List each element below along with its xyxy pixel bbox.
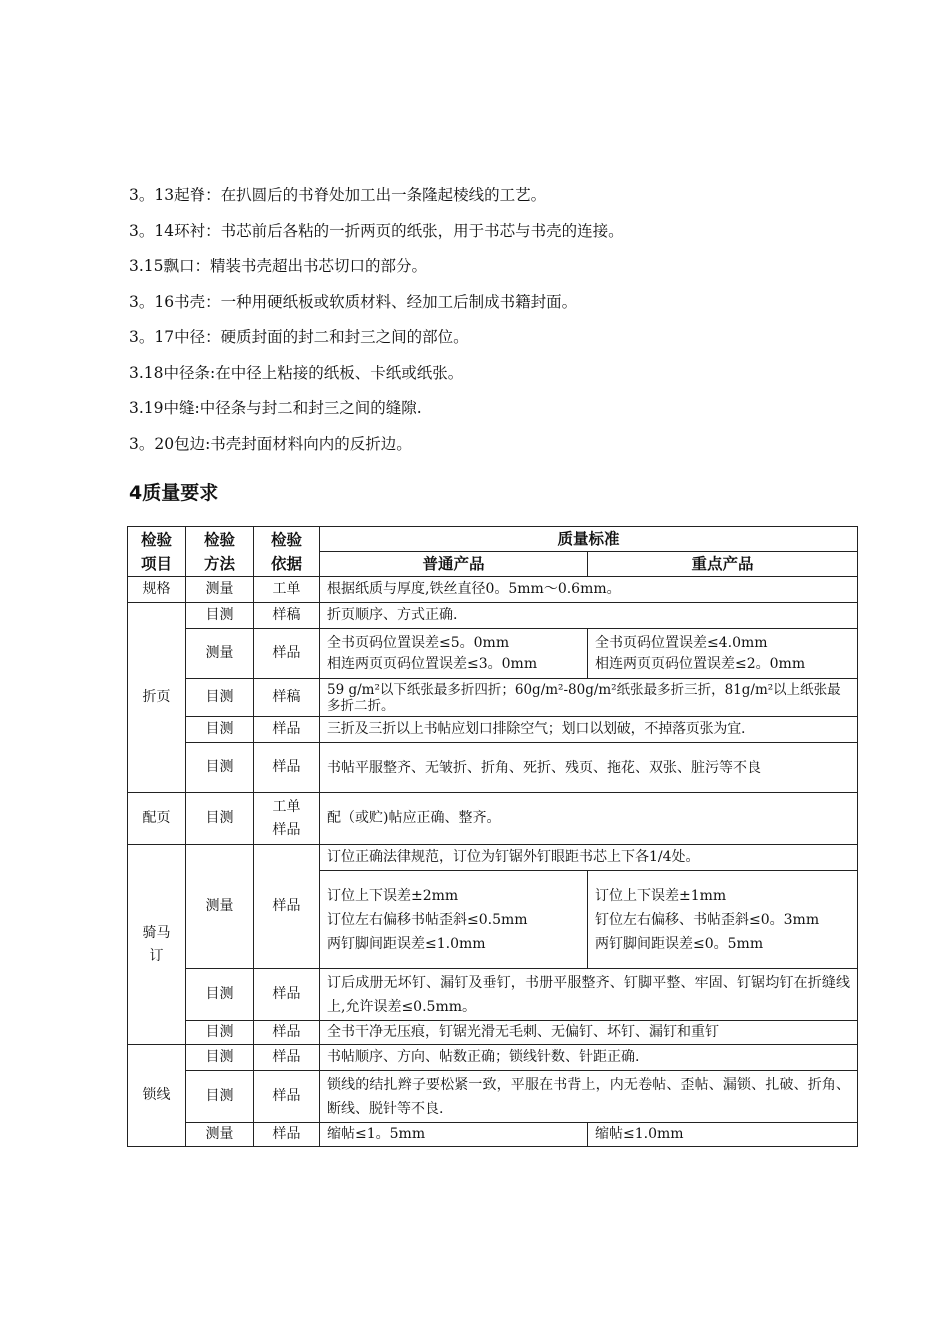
- item-cell: 配页: [128, 793, 186, 845]
- basis-cell: 样品: [254, 743, 320, 793]
- definition-3-13: 3。13起脊：在扒圆后的书脊处加工出一条隆起棱线的工艺。: [129, 186, 547, 204]
- item-cell: 折页: [128, 603, 186, 793]
- normal-standard-cell: 订位上下误差±2mm 订位左右偏移书帖歪斜≤0.5mm 两钉脚间距误差≤1.0mm: [320, 871, 588, 969]
- method-cell: 测量: [186, 1123, 254, 1147]
- basis-cell: 样品: [254, 717, 320, 743]
- table-row: [128, 603, 858, 629]
- key-standard-cell: 订位上下误差±1mm 钉位左右偏移、书帖歪斜≤0。3mm 两钉脚间距误差≤0。5mm: [588, 871, 858, 969]
- quality-table: [127, 526, 858, 1147]
- definition-3-18: 3.18中径条:在中径上粘接的纸板、卡纸或纸张。: [129, 363, 464, 382]
- table-row: [128, 679, 858, 717]
- basis-cell: 样品: [254, 845, 320, 969]
- table-row: [128, 1123, 858, 1147]
- standard-cell: 三折及三折以上书帖应划口排除空气；划口以划破，不掉落页张为宜.: [320, 717, 858, 743]
- method-cell: 测量: [186, 629, 254, 679]
- method-cell: 测量: [186, 845, 254, 969]
- standard-cell: 锁线的结扎辫子要松紧一致，平服在书背上，内无卷帖、歪帖、漏锁、扎破、折角、断线、脱针等不良.: [320, 1071, 858, 1123]
- method-cell: 目测: [186, 1071, 254, 1123]
- header-method: 检验方法: [186, 527, 254, 577]
- item-cell: 骑马订: [128, 845, 186, 1045]
- item-cell: 锁线: [128, 1045, 186, 1147]
- table-row: [128, 1045, 858, 1071]
- basis-cell: 工单: [254, 577, 320, 603]
- normal-standard-cell: 全书页码位置误差≤5。0mm 相连两页页码位置误差≤3。0mm: [320, 629, 588, 679]
- standard-cell: 折页顺序、方式正确.: [320, 603, 858, 629]
- definitions-list: [129, 178, 889, 462]
- basis-cell: 样品: [254, 1071, 320, 1123]
- basis-cell: 样品: [254, 1045, 320, 1071]
- definition-3-16: 3。16书壳：一种用硬纸板或软质材料、经加工后制成书籍封面。: [129, 292, 578, 311]
- table-row: [128, 743, 858, 793]
- definition-3-17: 3。17中径：硬质封面的封二和封三之间的部位。: [129, 328, 469, 346]
- standard-cell: 书帖顺序、方向、帖数正确；锁线针数、针距正确.: [320, 1045, 858, 1071]
- basis-cell: 样稿: [254, 603, 320, 629]
- table-row: [128, 969, 858, 1021]
- item-cell: 规格: [128, 577, 186, 603]
- standard-cell: 书帖平服整齐、无皱折、折角、死折、残页、拖花、双张、脏污等不良: [320, 743, 858, 793]
- definition-3-15: 3.15飘口：精装书壳超出书芯切口的部分。: [129, 257, 428, 275]
- header-basis: 检验依据: [254, 527, 320, 577]
- header-standard: 质量标准: [320, 527, 858, 552]
- basis-cell: 样品: [254, 1123, 320, 1147]
- basis-cell: 样稿: [254, 679, 320, 717]
- section-title: 4质量要求: [129, 482, 219, 504]
- standard-cell: 根据纸质与厚度,铁丝直径0。5mm～0.6mm。: [320, 577, 858, 603]
- basis-cell: 样品: [254, 629, 320, 679]
- header-item: 检验项目: [128, 527, 186, 577]
- standard-cell: 全书干净无压痕，钉锯光滑无毛刺、无偏钉、坏钉、漏钉和重钉: [320, 1021, 858, 1045]
- method-cell: 目测: [186, 717, 254, 743]
- method-cell: 目测: [186, 679, 254, 717]
- method-cell: 目测: [186, 1045, 254, 1071]
- table-row: [128, 717, 858, 743]
- method-cell: 目测: [186, 969, 254, 1021]
- method-cell: 目测: [186, 743, 254, 793]
- key-standard-cell: 缩帖≤1.0mm: [588, 1123, 858, 1147]
- method-cell: 目测: [186, 793, 254, 845]
- method-cell: 目测: [186, 603, 254, 629]
- key-standard-cell: 全书页码位置误差≤4.0mm 相连两页页码位置误差≤2。0mm: [588, 629, 858, 679]
- basis-cell: 样品: [254, 1021, 320, 1045]
- definition-3-20: 3。20包边:书壳封面材料向内的反折边。: [129, 434, 412, 453]
- standard-cell: 配（或贮)帖应正确、整齐。: [320, 793, 858, 845]
- normal-standard-cell: 缩帖≤1。5mm: [320, 1123, 588, 1147]
- header-normal-product: 普通产品: [320, 552, 588, 577]
- table-row: [128, 629, 858, 679]
- header-key-product: 重点产品: [588, 552, 858, 577]
- table-row: [128, 1071, 858, 1123]
- table-row: [128, 1021, 858, 1045]
- definition-3-19: 3.19中缝:中径条与封二和封三之间的缝隙.: [129, 399, 422, 417]
- table-row: [128, 577, 858, 603]
- method-cell: 测量: [186, 577, 254, 603]
- standard-cell: 订位正确法律规范，订位为钉锯外钉眼距书芯上下各1/4处。: [320, 845, 858, 871]
- table-row: [128, 845, 858, 871]
- method-cell: 目测: [186, 1021, 254, 1045]
- definition-3-14: 3。14环衬：书芯前后各粘的一折两页的纸张，用于书芯与书壳的连接。: [129, 221, 624, 240]
- basis-cell: 样品: [254, 969, 320, 1021]
- standard-cell: 59 g/m²以下纸张最多折四折；60g/m²-80g/m²纸张最多折三折，81g/m²以上纸张最多折二折。: [320, 679, 858, 717]
- basis-cell: 工单 样品: [254, 793, 320, 845]
- standard-cell: 订后成册无坏钉、漏钉及垂钉，书册平服整齐、钉脚平整、牢固、钉锯均钉在折缝线上,允许误差≤0.5mm。: [320, 969, 858, 1021]
- table-row: [128, 793, 858, 845]
